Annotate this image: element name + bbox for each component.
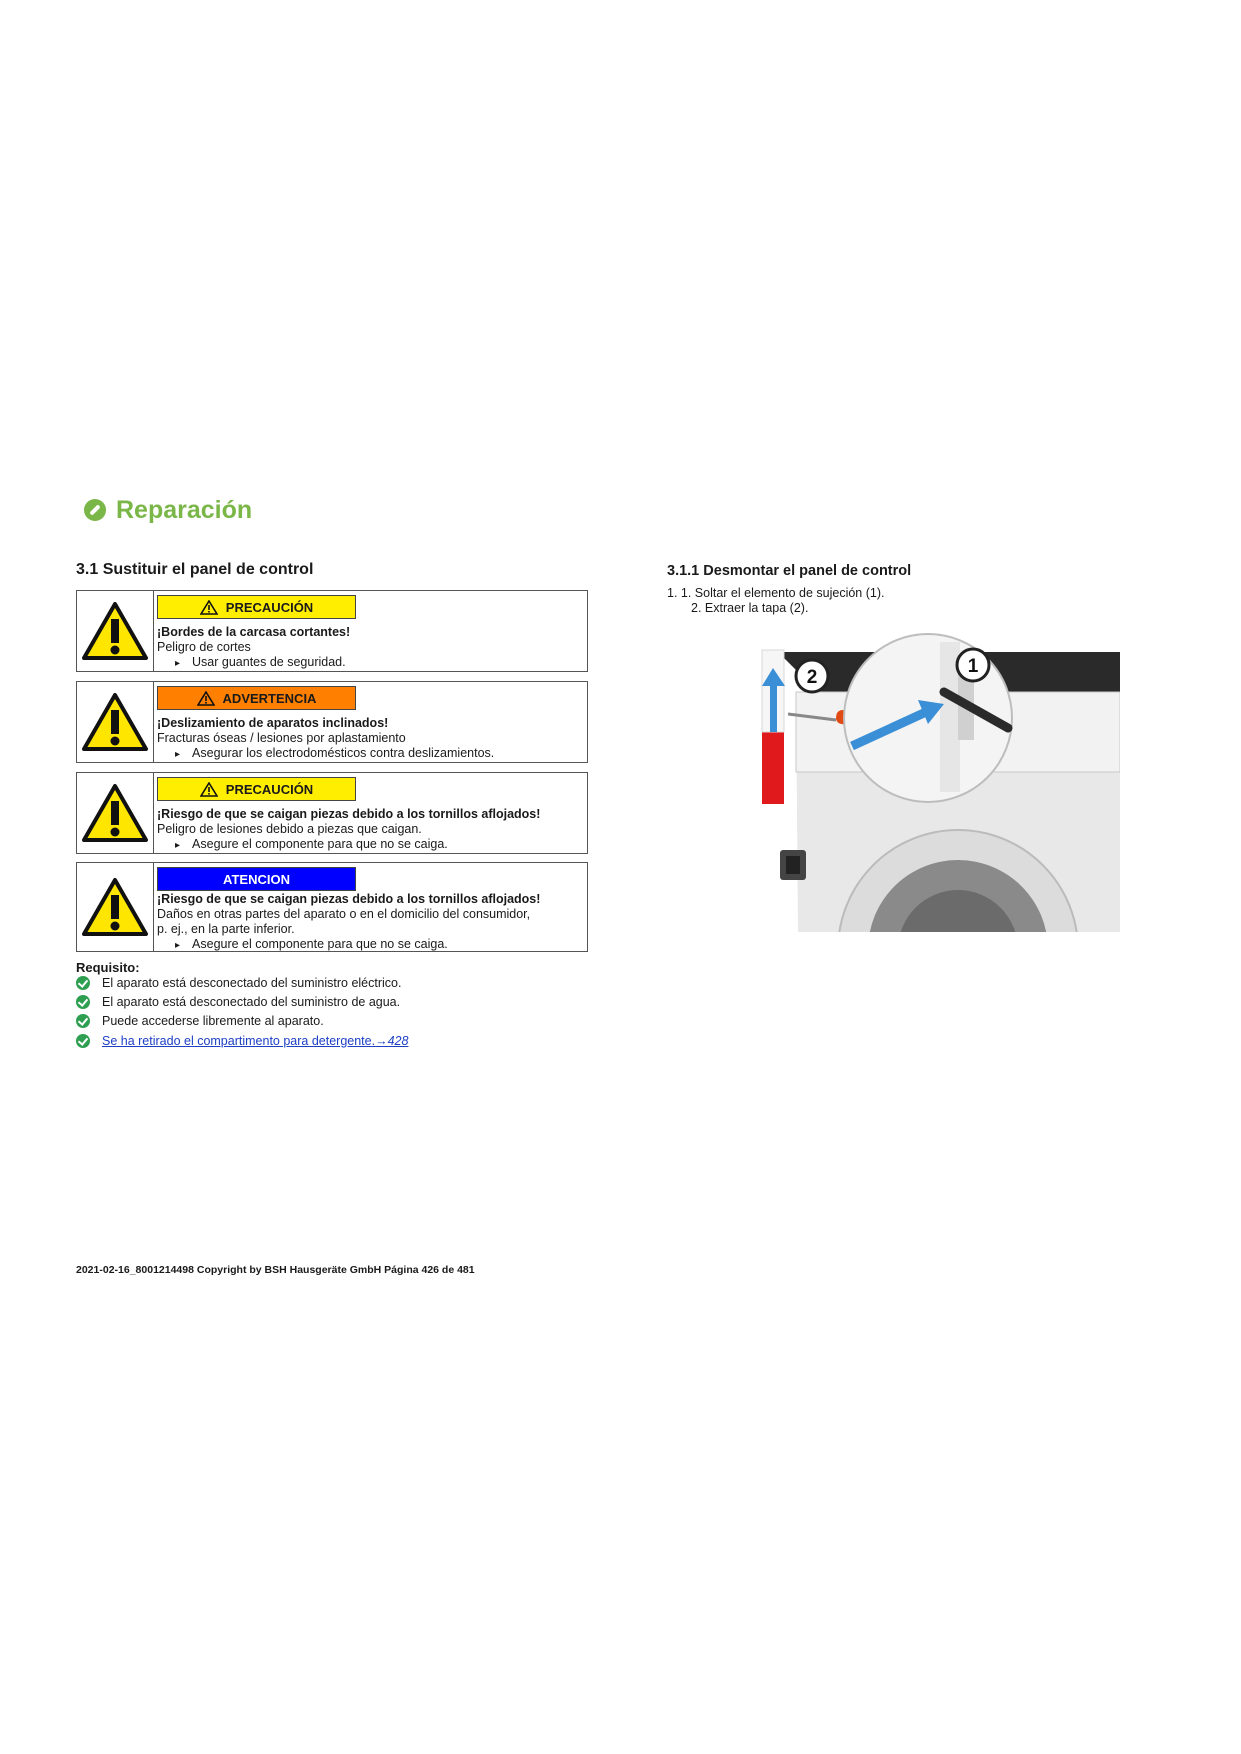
check-icon — [76, 976, 90, 990]
step-1: 1. 1. Soltar el elemento de sujeción (1). — [667, 586, 885, 600]
signal-word-caution: PRECAUCIÓN — [157, 595, 356, 619]
warning-consequence: Daños en otras partes del aparato o en el domicilio del consumidor, — [157, 907, 531, 921]
warning-action: ▸ Asegure el componente para que no se caiga. — [157, 937, 540, 953]
procedure-steps — [667, 586, 884, 616]
warning-box-caution-edges — [76, 590, 588, 672]
warning-consequence: Fracturas óseas / lesiones por aplastamiento — [157, 731, 406, 745]
requirement-item: El aparato está desconectado del suministro eléctrico. — [76, 976, 401, 990]
warning-heading: ¡Bordes de la carcasa cortantes! — [157, 625, 351, 639]
warning-consequence: Peligro de lesiones debido a piezas que caigan. — [157, 822, 422, 836]
check-icon — [76, 1034, 90, 1048]
check-icon — [76, 1014, 90, 1028]
small-warning-icon — [200, 782, 218, 797]
warning-consequence-cont: p. ej., en la parte inferior. — [157, 922, 295, 936]
callout-2: 2 — [806, 667, 818, 688]
requirement-item: El aparato está desconectado del suministro de agua. — [76, 995, 400, 1009]
signal-word-caution: PRECAUCIÓN — [157, 777, 356, 801]
requirement-item: Puede accederse libremente al aparato. — [76, 1014, 324, 1028]
requirements-title: Requisito: — [76, 960, 140, 975]
signal-word-warning: ADVERTENCIA — [157, 686, 356, 710]
warning-triangle-icon — [77, 591, 154, 671]
chapter-header — [84, 492, 252, 528]
warning-heading: ¡Deslizamiento de aparatos inclinados! — [157, 716, 389, 730]
section-title: 3.1 Sustituir el panel de control — [76, 561, 314, 578]
warning-action: ▸ Asegurar los electrodomésticos contra deslizamientos. — [157, 746, 494, 762]
chapter-title: Reparación — [116, 495, 253, 524]
warning-consequence: Peligro de cortes — [157, 640, 251, 654]
step-2: 2. Extraer la tapa (2). — [691, 601, 809, 615]
warning-heading: ¡Riesgo de que se caigan piezas debido a los tornillos aflojados! — [157, 892, 541, 906]
signal-word-notice: ATENCION — [157, 867, 356, 891]
page-footer: 2021-02-16_8001214498 Copyright by BSH Hausgeräte GmbH Página 426 de 481 — [76, 1264, 475, 1276]
detergent-drawer-link[interactable]: Se ha retirado el compartimento para detergente.→428 — [102, 1034, 409, 1048]
warning-box-warning-sliding — [76, 681, 588, 763]
warning-triangle-icon — [77, 773, 154, 853]
callout-1: 1 — [967, 656, 979, 677]
check-icon — [76, 995, 90, 1009]
warning-action: ▸ Usar guantes de seguridad. — [157, 655, 350, 671]
warning-box-caution-screws — [76, 772, 588, 854]
small-warning-icon — [200, 600, 218, 615]
warning-triangle-icon — [77, 682, 154, 762]
warning-action: ▸ Asegure el componente para que no se caiga. — [157, 837, 540, 853]
warning-box-notice-screws — [76, 862, 588, 952]
wrench-icon — [84, 499, 106, 521]
warning-triangle-icon — [77, 863, 154, 951]
small-warning-icon — [197, 691, 215, 706]
subsection-title: 3.1.1 Desmontar el panel de control — [667, 563, 912, 579]
requirement-item-link — [76, 1034, 408, 1048]
warning-heading: ¡Riesgo de que se caigan piezas debido a los tornillos aflojados! — [157, 807, 541, 821]
control-panel-illustration — [748, 630, 1120, 932]
